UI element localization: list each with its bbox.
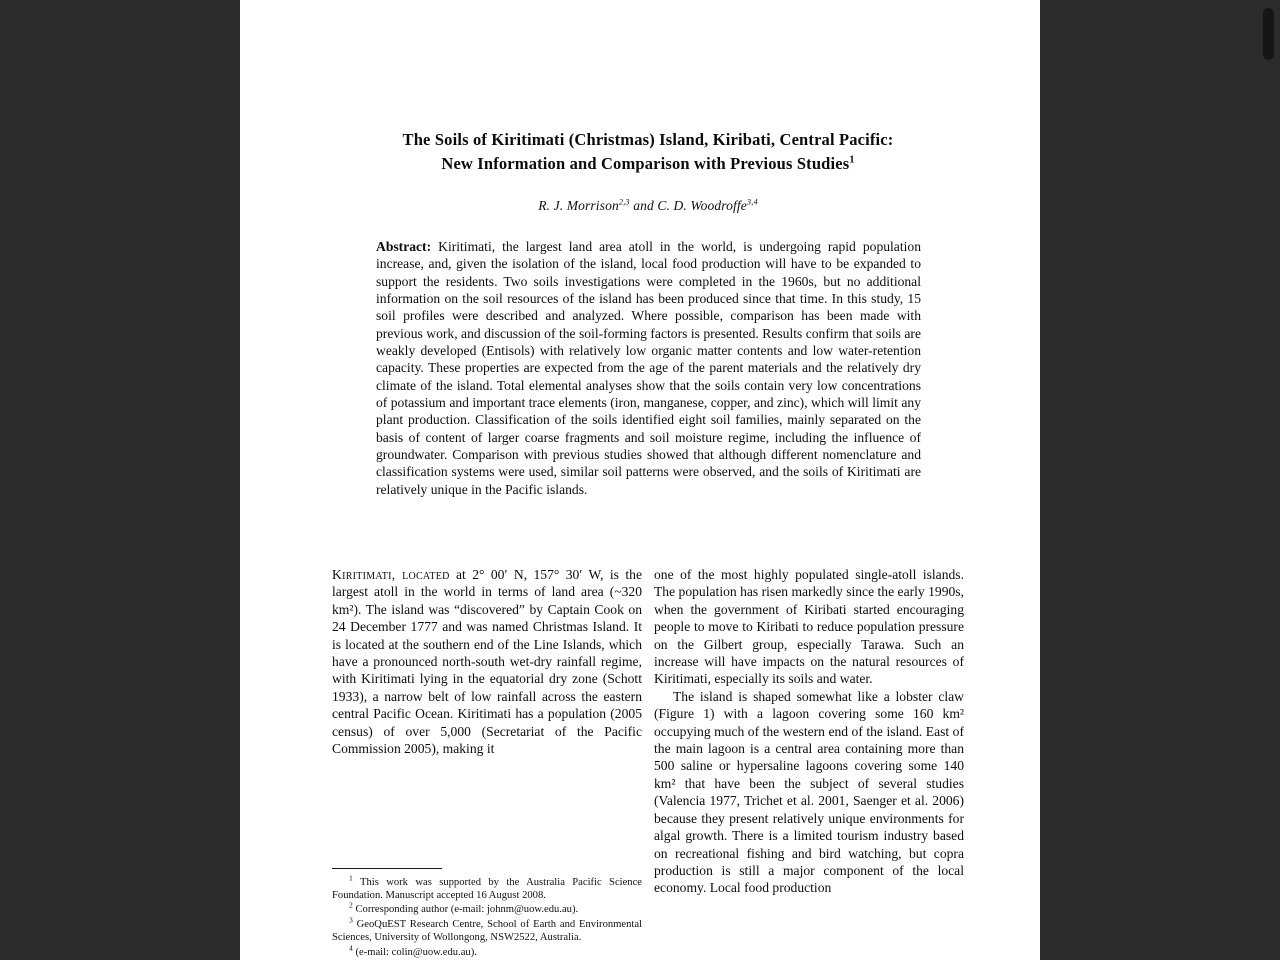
body-columns <box>332 566 964 960</box>
abstract-paragraph <box>376 238 921 498</box>
footnote-1 <box>332 873 642 903</box>
vertical-scrollbar-thumb[interactable] <box>1263 8 1274 60</box>
title-line-1: The Soils of Kiritimati (Christmas) Island, Kiribati, Central Pacific: <box>402 130 894 149</box>
title-footnote-marker: 1 <box>849 154 855 166</box>
footnote-separator-rule <box>332 868 442 869</box>
left-column <box>332 566 642 960</box>
document-page <box>240 0 1040 960</box>
body-paragraph-3: The island is shaped somewhat like a lobster claw (Figure 1) with a lagoon covering some 160 km² occupying much of the western end of the island. East of the main lagoon is a central area containing more than 500 saline or hypersaline lagoons covering some 140 km² that have been the subject of several studies (Valencia 1977, Trichet et al. 2001, Saenger et al. 2006) because they present relatively unique environments for algal growth. There is a limited tourism industry based on recreational fishing and bird watching, but copra production is still a major component of the local economy. Local food production <box>654 688 964 896</box>
author-conjunction: and <box>629 198 658 213</box>
footnote-2 <box>332 900 642 916</box>
footnote-3 <box>332 915 642 945</box>
footnote-2-text: Corresponding author (e-mail: johnm@uow.edu.au). <box>352 904 579 916</box>
page-title <box>332 128 964 176</box>
author-2-name: C. D. Woodroffe <box>657 198 747 213</box>
abstract-label: Abstract: <box>376 239 432 254</box>
title-line-2 <box>332 152 964 176</box>
abstract-text: Kiritimati, the largest land area atoll in the world, is undergoing rapid population increase, and, given the isolation of the island, local food production will have to be expanded to support the residents. Two soils investigations were completed in the 1960s, but no additional information on the soil resources of the island has been produced since that time. In this study, 15 soil profiles were described and analyzed. Where possible, comparison has been made with previous work, and discussion of the soil-forming factors is presented. Results confirm that soils are weakly developed (Entisols) with relatively low organic matter contents and low water-retention capacity. These properties are expected from the age of the parent materials and the relatively dry climate of the island. Total elemental analyses show that the soils contain very low concentrations of potassium and important trace elements (iron, manganese, copper, and zinc), which will limit any plant production. Classification of the soils identified eight soil families, mainly separated on the basis of content of larger coarse fragments and soil moisture regime, including the influence of groundwater. Comparison with previous studies showed that although different nomenclature and classification systems were used, similar soil patterns were observed, and the soils of Kiritimati are relatively unique in the Pacific islands. <box>376 239 921 497</box>
footnote-4-text: (e-mail: colin@uow.edu.au). <box>352 946 477 958</box>
title-block <box>332 0 964 214</box>
page-content-area <box>332 0 964 960</box>
footnote-2-marker: 2 <box>349 900 353 910</box>
left-column-body <box>332 566 642 811</box>
right-column <box>654 566 964 960</box>
author-1-markers: 2,3 <box>618 197 630 207</box>
title-line-2-text: New Information and Comparison with Previous Studies <box>441 154 850 173</box>
body-paragraph-1-text: at 2° 00′ N, 157° 30′ W, is the largest atoll in the world in terms of land area (~320 km²). The island was “discovered” by Captain Cook on 24 December 1777 and was named Christmas Island. It is located at the southern end of the Line Islands, which have a pronounced north-south wet-dry rainfall regime, with Kiritimati lying in the equatorial dry zone (Schott 1933), a narrow belt of low rainfall across the eastern central Pacific Ocean. Kiritimati has a population (2005 census) of over 5,000 (Secretariat of the Pacific Commission 2005), making it <box>332 567 642 757</box>
footnote-4-marker: 4 <box>349 943 353 953</box>
footnote-4 <box>332 943 642 959</box>
body-paragraph-2: one of the most highly populated single-atoll islands. The population has risen markedly since the early 1990s, when the government of Kiribati started encouraging people to move to Kiribati to reduce population pressure on the Gilbert group, especially Tarawa. Such an increase will have impacts on the natural resources of Kiritimati, especially its soils and water. <box>654 567 964 687</box>
author-1-name: R. J. Morrison <box>538 198 619 213</box>
footnote-3-text: GeoQuEST Research Centre, School of Earth and Environmental Sciences, University of Wollongong, NSW2522, Australia. <box>332 918 642 944</box>
opening-small-caps: Kiritimati, located <box>332 567 450 582</box>
footnotes-block <box>332 868 642 960</box>
footnote-1-text: This work was supported by the Australia Pacific Science Foundation. Manuscript accepted 16 August 2008. <box>332 876 642 901</box>
footnote-3-marker: 3 <box>349 915 353 925</box>
author-line <box>332 198 964 214</box>
body-paragraph-1 <box>332 566 642 757</box>
footnote-1-marker: 1 <box>349 873 353 883</box>
vertical-scrollbar-track[interactable] <box>1258 0 1280 960</box>
author-2-markers: 3,4 <box>746 197 758 207</box>
